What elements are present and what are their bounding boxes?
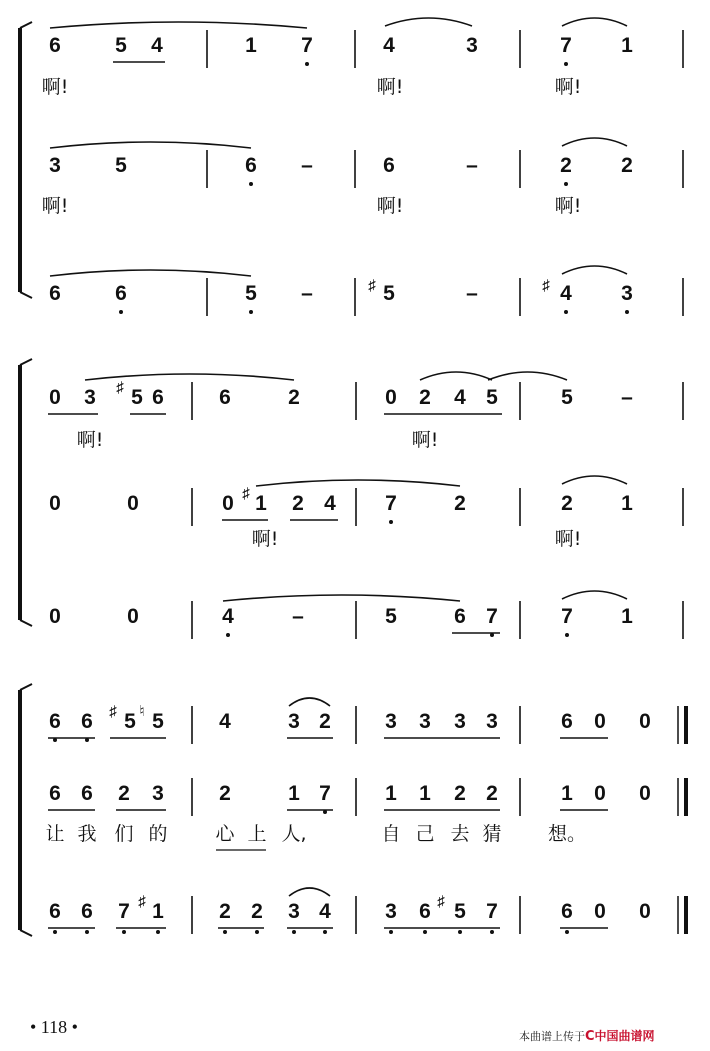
slur-long [50,142,251,148]
bracket-cap [20,359,32,365]
lyric-ah: 啊! [554,76,582,98]
dash: – [301,154,313,177]
rest: 0 [594,710,606,733]
note: 2 [219,782,231,805]
slur-long [50,270,251,276]
note: 2 [219,900,231,923]
note: 1 [621,605,633,628]
note: 6 [152,386,164,409]
octave-dot [565,633,569,637]
page-number: • 118 • [30,1017,78,1037]
rest: 0 [594,782,606,805]
rest: 0 [385,386,397,409]
accidental: ♮ [139,703,145,720]
octave-dot [122,930,126,934]
note: 6 [49,710,61,733]
note: 6 [81,782,93,805]
note: 6 [219,386,231,409]
lyric-ah: 啊! [251,528,279,550]
note: 4 [219,710,231,733]
note: 1 [152,900,164,923]
slur [488,372,567,380]
note: 3 [621,282,633,305]
note: 3 [454,710,466,733]
sharp-sign: ♯ [368,277,376,294]
note: 5 [124,710,136,733]
rest: 0 [49,605,61,628]
octave-dot [490,633,494,637]
note: 2 [560,154,572,177]
sharp-sign: ♯ [242,485,250,502]
note: 1 [288,782,300,805]
slur [562,476,627,484]
note: 4 [324,492,336,515]
note: 4 [151,34,163,57]
note: 6 [454,605,466,628]
octave-dot [119,310,123,314]
dash: – [292,605,304,628]
note: 2 [486,782,498,805]
note: 4 [454,386,466,409]
lyric: 想。 [547,823,587,845]
octave-dot [564,310,568,314]
slur [289,888,330,896]
slur [289,698,330,706]
note: 3 [288,710,300,733]
note: 2 [561,492,573,515]
lyric-ah: 啊! [376,195,404,217]
slur [562,18,627,26]
rest: 0 [639,710,651,733]
note: 1 [255,492,267,515]
rest: 0 [222,492,234,515]
note: 6 [561,900,573,923]
lyric: 自 [381,823,401,845]
note: 5 [245,282,257,305]
rest: 0 [49,386,61,409]
note: 5 [561,386,573,409]
note: 3 [466,34,478,57]
octave-dot [249,310,253,314]
lyric: 们 [114,823,134,845]
octave-dot [53,738,57,742]
lyric-ah: 啊! [554,528,582,550]
note: 1 [561,782,573,805]
bracket-cap [20,620,32,626]
note: 6 [383,154,395,177]
note: 7 [561,605,573,628]
note: 6 [245,154,257,177]
note: 6 [49,282,61,305]
note: 5 [383,282,395,305]
note: 7 [560,34,572,57]
slur-long [223,595,460,601]
note: 5 [486,386,498,409]
note: 7 [486,900,498,923]
octave-dot [490,930,494,934]
lyric-ah: 啊! [554,195,582,217]
note: 2 [454,492,466,515]
slur [385,18,472,26]
octave-dot [389,930,393,934]
lyric: 去 [450,823,470,845]
lyric: 心 [215,823,235,845]
note: 3 [49,154,61,177]
slur-long [256,480,460,486]
note: 7 [385,492,397,515]
note: 2 [292,492,304,515]
octave-dot [564,62,568,66]
rest: 0 [127,605,139,628]
octave-dot [323,930,327,934]
dash: – [466,154,478,177]
octave-dot [223,930,227,934]
lyric: 上 [247,823,267,845]
upload-credit[interactable] [519,1027,655,1044]
note: 3 [486,710,498,733]
lyric: 我 [77,823,97,845]
note: 3 [84,386,96,409]
system-bracket [18,28,22,292]
octave-dot [323,810,327,814]
note: 2 [251,900,263,923]
note: 6 [49,900,61,923]
note: 5 [115,154,127,177]
note: 4 [319,900,331,923]
final-barline-thick [684,706,688,744]
note: 6 [115,282,127,305]
note: 4 [383,34,395,57]
lyric-ah: 啊! [41,195,69,217]
note: 1 [419,782,431,805]
site-logo-text: 中国曲谱网 [594,1029,655,1043]
octave-dot [389,520,393,524]
final-barline-thick [684,896,688,934]
note: 5 [152,710,164,733]
note: 3 [152,782,164,805]
lyric: 让 [45,823,65,845]
lyric: 猜 [482,823,502,845]
accidental: ♯ [109,703,117,720]
system-bracket [18,365,22,620]
octave-dot [85,738,89,742]
octave-dot [249,182,253,186]
final-barline-thick [684,778,688,816]
bracket-cap [20,930,32,936]
note: 5 [131,386,143,409]
octave-dot [625,310,629,314]
note: 6 [49,34,61,57]
slur [420,372,492,380]
lyric-ah: 啊! [411,429,439,451]
note: 6 [81,710,93,733]
note: 7 [301,34,313,57]
octave-dot [458,930,462,934]
note: 4 [560,282,572,305]
note: 2 [454,782,466,805]
note: 2 [118,782,130,805]
note: 5 [454,900,466,923]
note: 2 [288,386,300,409]
slur-long [50,22,307,28]
octave-dot [226,633,230,637]
octave-dot [255,930,259,934]
note: 6 [419,900,431,923]
note: 3 [288,900,300,923]
rest: 0 [639,900,651,923]
octave-dot [85,930,89,934]
octave-dot [292,930,296,934]
note: 3 [385,900,397,923]
rest: 0 [127,492,139,515]
lyric-ah: 啊! [41,76,69,98]
note: 7 [118,900,130,923]
note: 1 [385,782,397,805]
dash: – [466,282,478,305]
bracket-cap [20,684,32,690]
lyric-ah: 啊! [376,76,404,98]
sharp-sign: ♯ [116,379,124,396]
slur [562,138,627,146]
rest: 0 [594,900,606,923]
note: 5 [115,34,127,57]
octave-dot [53,930,57,934]
rest: 0 [49,492,61,515]
note: 7 [319,782,331,805]
sharp-sign: ♯ [437,893,445,910]
octave-dot [156,930,160,934]
note: 6 [81,900,93,923]
lyric: 的 [148,823,168,845]
note: 6 [561,710,573,733]
lyric-ah: 啊! [76,429,104,451]
lyric: 己 [415,823,435,845]
note: 5 [385,605,397,628]
rest: 0 [639,782,651,805]
system-bracket [18,690,22,930]
note: 2 [319,710,331,733]
lyric: 人, [281,823,307,845]
note: 3 [419,710,431,733]
credit-text: 本曲谱上传于 [519,1030,585,1043]
note: 1 [621,492,633,515]
bracket-cap [20,22,32,28]
sharp-sign: ♯ [542,277,550,294]
note: 1 [621,34,633,57]
slur [562,591,627,599]
site-logo-icon: C [585,1029,595,1044]
note: 1 [245,34,257,57]
note: 7 [486,605,498,628]
note: 6 [49,782,61,805]
octave-dot [305,62,309,66]
bracket-cap [20,292,32,298]
note: 2 [621,154,633,177]
octave-dot [565,930,569,934]
dash: – [621,386,633,409]
octave-dot [423,930,427,934]
sharp-sign: ♯ [138,893,146,910]
note: 2 [419,386,431,409]
octave-dot [564,182,568,186]
note: 3 [385,710,397,733]
note: 4 [222,605,234,628]
dash: – [301,282,313,305]
slur [562,266,627,274]
